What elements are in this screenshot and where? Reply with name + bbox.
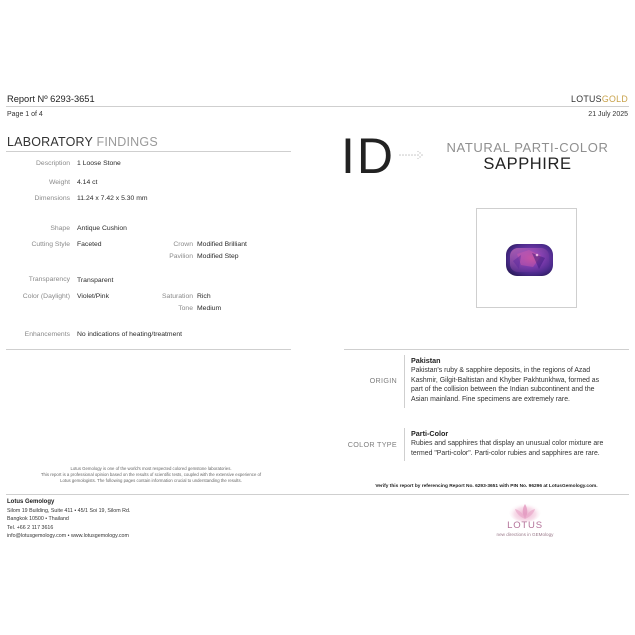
tone-value: Medium bbox=[197, 305, 222, 312]
id-mark: ID bbox=[341, 128, 395, 184]
findings-title bbox=[7, 135, 158, 149]
color-type-divider bbox=[404, 428, 405, 461]
footer-address-line: Silom 19 Building, Suite 411 • 45/1 Soi 19, Silom Rd. bbox=[7, 508, 131, 514]
header-divider bbox=[6, 106, 629, 107]
dimensions-value: 11.24 x 7.42 x 5.30 mm bbox=[77, 195, 148, 202]
disclaimer bbox=[8, 466, 294, 483]
color-value: Violet/Pink bbox=[77, 293, 109, 300]
disclaimer-line: Lotus Gemology is one of the world's most respected colored gemstone laboratories. bbox=[70, 466, 232, 471]
dotted-arrow-icon bbox=[398, 150, 426, 160]
footer-logo-text: LOTUS bbox=[507, 520, 543, 531]
lotus-flower-icon bbox=[508, 500, 542, 522]
identity-divider bbox=[344, 349, 629, 350]
enhancements-value: No indications of heating/treatment bbox=[77, 331, 183, 338]
pavilion-value: Modified Step bbox=[197, 253, 239, 260]
weight-label: Weight bbox=[48, 179, 70, 186]
color-type-text-line: termed "Parti-color". Parti-color rubies and sapphires are rare. bbox=[411, 449, 600, 457]
pavilion-label: Pavilion bbox=[169, 253, 193, 260]
origin-heading: Pakistan bbox=[411, 356, 441, 365]
brand-accent: GOLD bbox=[601, 94, 628, 104]
origin-text-line: part of the collision between the Indian subcontinent and the bbox=[411, 386, 595, 394]
origin-text-line: Pakistan's ruby & sapphire deposits, in the regions of Azad bbox=[411, 367, 591, 374]
crown-label: Crown bbox=[173, 241, 193, 248]
origin-label: ORIGIN bbox=[369, 376, 397, 385]
origin-text-line: Kashmir, Gilgit-Baltistan and Khyber Pakhtunkhwa, formed as bbox=[411, 376, 600, 384]
brand-main: LOTUS bbox=[571, 94, 602, 104]
disclaimer-line: Lotus gemologists. The following pages contain information crucial to understanding the results. bbox=[60, 477, 242, 483]
crown-value: Modified Brilliant bbox=[197, 241, 247, 248]
footer-divider bbox=[6, 494, 629, 495]
footer-address bbox=[7, 507, 130, 541]
report-number: Report Nº 6293-3651 bbox=[7, 94, 95, 104]
identity-line-1: NATURAL PARTI-COLOR bbox=[446, 140, 609, 155]
footer-company: Lotus Gemology bbox=[7, 499, 55, 505]
report-date: 21 July 2025 bbox=[588, 111, 628, 118]
identity-line-2: SAPPHIRE bbox=[483, 155, 572, 173]
footer-address-line: Bangkok 10500 • Thailand bbox=[7, 516, 69, 523]
saturation-value: Rich bbox=[197, 293, 211, 300]
transparency-value: Transparent bbox=[77, 277, 114, 284]
disclaimer-line: This report is a professional opinion based on the results of scientific tests, coupled with the extensive experience of bbox=[40, 471, 262, 477]
transparency-label: Transparency bbox=[28, 276, 70, 283]
dimensions-label: Dimensions bbox=[34, 195, 70, 202]
findings-title-divider bbox=[6, 151, 291, 152]
origin-divider bbox=[404, 355, 405, 408]
footer-address-line: info@lotusgemology.com • www.lotusgemology.com bbox=[7, 533, 129, 540]
origin-text bbox=[411, 366, 629, 404]
saturation-label: Saturation bbox=[162, 293, 193, 300]
brand-logo bbox=[571, 94, 628, 104]
origin-text-line: Asian mainland. Fine specimens are extremely rare. bbox=[411, 395, 570, 403]
color-type-text bbox=[411, 439, 629, 458]
color-type-label: COLOR TYPE bbox=[347, 440, 397, 449]
color-label: Color (Daylight) bbox=[22, 293, 70, 300]
stone-photo-frame bbox=[476, 208, 577, 308]
footer-tagline: new directions in GEMology bbox=[496, 532, 554, 537]
page-indicator: Page 1 of 4 bbox=[7, 111, 43, 118]
stone-photo bbox=[477, 209, 576, 307]
findings-title-main: LABORATORY bbox=[7, 135, 93, 149]
description-value: 1 Loose Stone bbox=[77, 160, 121, 167]
verify-text: Verify this report by referencing Report No. 6293-3651 with PIN No. 96296 at LotusGemology.com. bbox=[375, 484, 598, 489]
color-type-text-line: Rubies and sapphires that display an unusual color mixture are bbox=[411, 440, 604, 447]
cutting-style-label: Cutting Style bbox=[31, 241, 70, 248]
report-header bbox=[0, 0, 635, 120]
color-type-heading: Parti-Color bbox=[411, 429, 449, 438]
cutting-style-value: Faceted bbox=[77, 241, 102, 248]
findings-title-light: FINDINGS bbox=[96, 135, 158, 149]
findings-bottom-divider bbox=[6, 349, 291, 350]
description-label: Description bbox=[36, 160, 70, 167]
tone-label: Tone bbox=[178, 305, 193, 312]
weight-value: 4.14 ct bbox=[77, 179, 98, 186]
shape-value: Antique Cushion bbox=[77, 225, 127, 232]
footer-address-line: Tel. +66 2 117 3616 bbox=[7, 524, 54, 531]
shape-label: Shape bbox=[50, 225, 70, 232]
enhancements-label: Enhancements bbox=[24, 331, 70, 338]
